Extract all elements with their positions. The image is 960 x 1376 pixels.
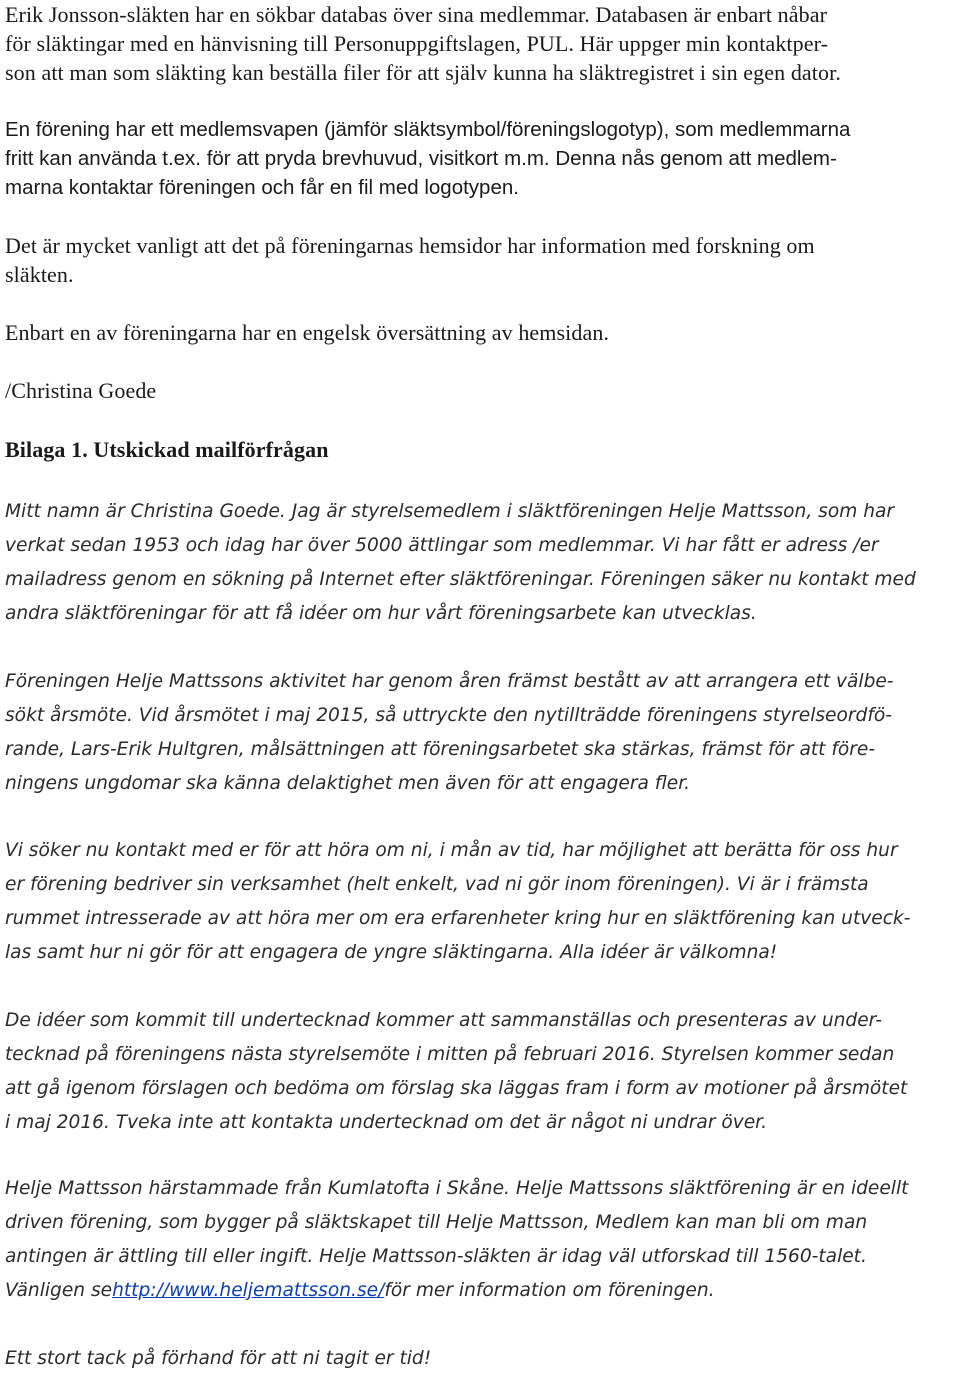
heading-text: Bilaga 1. Utskickad mailförfrågan (5, 437, 329, 462)
text-line: er förening bedriver sin verksamhet (helt enkelt, vad ni gör inom föreningen). Vi är i främsta (5, 874, 869, 895)
mail-paragraph-1 (5, 495, 916, 631)
text-line: Det är mycket vanligt att det på föreningarnas hemsidor har information med forskning om (5, 233, 815, 258)
text-line: Enbart en av föreningarna har en engelsk översättning av hemsidan. (5, 320, 610, 345)
text-line: tecknad på föreningens nästa styrelsemöte i mitten på februari 2016. Styrelsen kommer sedan (5, 1044, 895, 1065)
signature-text: /Christina Goede (5, 378, 157, 403)
text-line: rummet intresserade av att höra mer om era erfarenheter kring hur en släktförening kan utveck- (5, 908, 911, 929)
mail-paragraph-3 (5, 834, 910, 970)
text-line: mailadress genom en sökning på Internet efter släktföreningar. Föreningen säker nu kontakt med (5, 569, 916, 590)
text-line: för släktingar med en hänvisning till Personuppgiftslagen, PUL. Här uppger min kontaktper- (5, 31, 829, 56)
hemsidor-paragraph (5, 231, 815, 289)
mail-paragraph-2 (5, 665, 894, 801)
text-line: antingen är ättling till eller ingift. Helje Mattsson-släkten är idag väl utforskad till 1560-talet. (5, 1246, 867, 1267)
closing-text: Ett stort tack på förhand för att ni tagit er tid! (5, 1348, 432, 1369)
mail-paragraph-4 (5, 1004, 907, 1140)
text-line: son att man som släkting kan beställa filer för att själv kunna ha släktregistret i sin egen dator. (5, 60, 841, 85)
text-line: att gå igenom förslagen och bedöma om förslag ska läggas fram i form av motioner på årsmötet (5, 1078, 908, 1099)
website-link[interactable]: http://www.heljemattsson.se/ (112, 1280, 385, 1301)
intro-paragraph (5, 0, 841, 87)
text-line: marna kontaktar föreningen och får en fil med logotypen. (5, 176, 519, 199)
text-line-with-link (5, 1274, 908, 1308)
text-line: En förening har ett medlemsvapen (jämför släktsymbol/föreningslogotyp), som medlemmarna (5, 118, 851, 141)
signature (5, 376, 156, 405)
text-line: Erik Jonsson-släkten har en sökbar databas över sina medlemmar. Databasen är enbart nåbar (5, 2, 827, 27)
text-line: Mitt namn är Christina Goede. Jag är styrelsemedlem i släktföreningen Helje Mattsson, som har (5, 501, 895, 522)
text-line: De idéer som kommit till undertecknad kommer att sammanställas och presenteras av under- (5, 1010, 883, 1031)
text-line: i maj 2016. Tveka inte att kontakta undertecknad om det är något ni undrar över. (5, 1112, 768, 1133)
text-line: verkat sedan 1953 och idag har över 5000 ättlingar som medlemmar. Vi har fått er adress /er (5, 535, 879, 556)
text-line: Helje Mattsson härstammade från Kumlatofta i Skåne. Helje Mattssons släktförening är en ideellt (5, 1178, 909, 1199)
link-prefix: Vänligen se (5, 1280, 113, 1301)
engelsk-paragraph (5, 318, 609, 347)
appendix-heading (5, 435, 329, 464)
text-line: driven förening, som bygger på släktskapet till Helje Mattsson, Medlem kan man bli om man (5, 1212, 868, 1233)
link-suffix: för mer information om föreningen. (384, 1280, 715, 1301)
text-line: släkten. (5, 262, 74, 287)
vapen-paragraph (5, 115, 850, 202)
text-line: las samt hur ni gör för att engagera de yngre släktingarna. Alla idéer är välkomna! (5, 942, 778, 963)
text-line: Vi söker nu kontakt med er för att höra om ni, i mån av tid, har möjlighet att berätta för oss hur (5, 840, 898, 861)
text-line: fritt kan använda t.ex. för att pryda brevhuvud, visitkort m.m. Denna nås genom att medlem- (5, 147, 837, 170)
text-line: andra släktföreningar för att få idéer om hur vårt föreningsarbete kan utvecklas. (5, 603, 757, 624)
text-line: ningens ungdomar ska känna delaktighet men även för att engagera fler. (5, 773, 691, 794)
mail-paragraph-5 (5, 1172, 908, 1308)
mail-closing (5, 1342, 431, 1376)
text-line: Föreningen Helje Mattssons aktivitet har genom åren främst bestått av att arrangera ett välbe- (5, 671, 894, 692)
text-line: rande, Lars-Erik Hultgren, målsättningen att föreningsarbetet ska stärkas, främst för att före- (5, 739, 876, 760)
text-line: sökt årsmöte. Vid årsmötet i maj 2015, så uttryckte den nytillträdde föreningens styrelseordfö- (5, 705, 892, 726)
